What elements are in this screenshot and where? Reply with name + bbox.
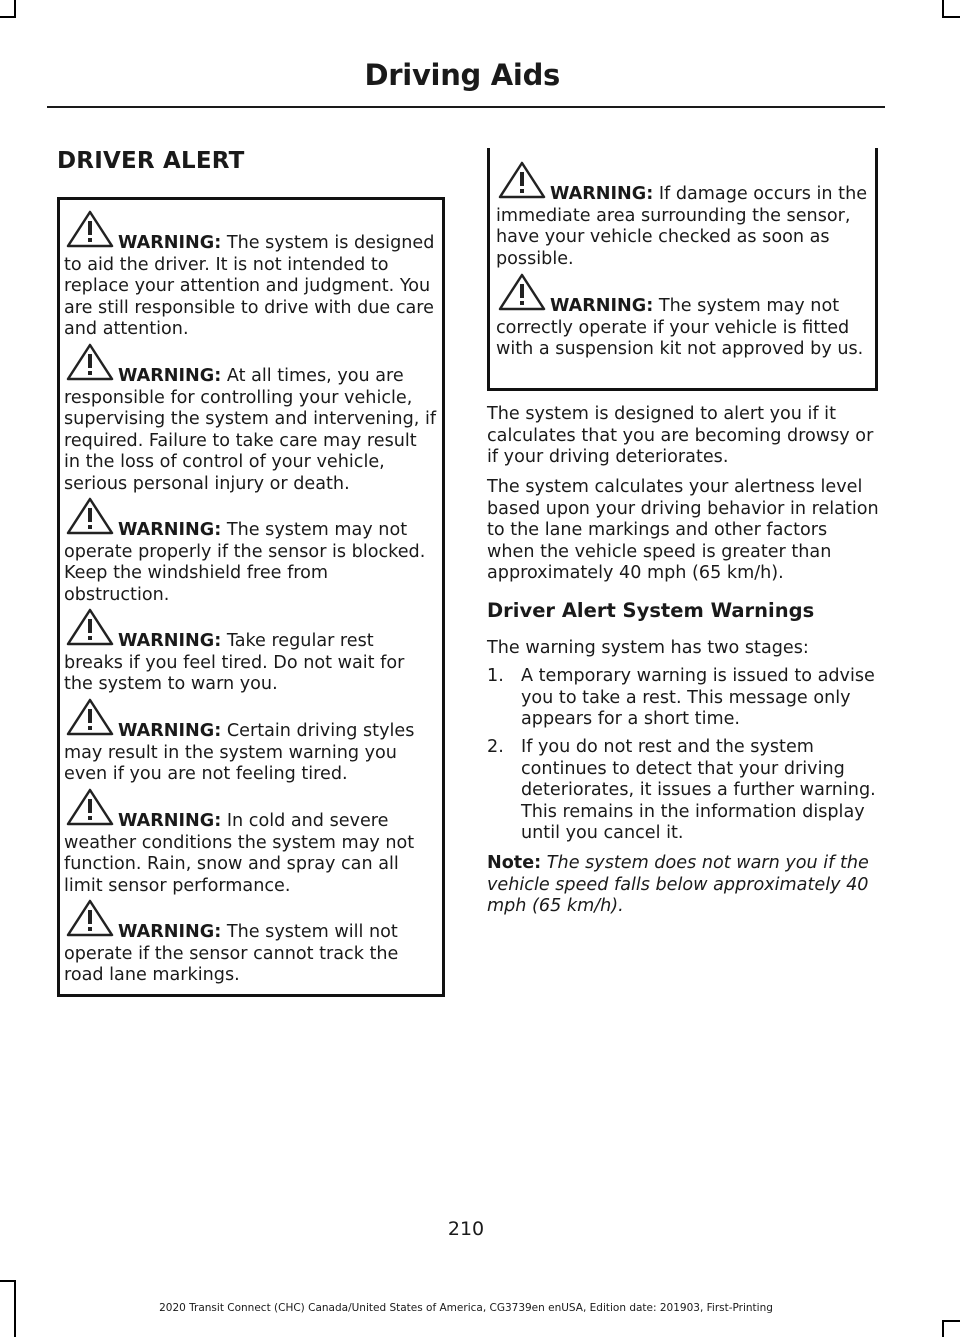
note-text: The system does not warn you if the vehicle speed falls below approximately 40 mph (65 km/h). (487, 853, 869, 916)
warning-label: WARNING: (118, 366, 222, 386)
intro-text (487, 638, 880, 660)
page-number: 210 (447, 1218, 485, 1240)
page-header-title: Driving Aids (364, 58, 560, 92)
crop-mark (0, 16, 16, 18)
warning-label: WARNING: (118, 631, 222, 651)
warning-text: In cold and severe weather conditions the system may not function. Rain, snow and spray can all limit sensor performance. (64, 811, 415, 896)
warning-item (496, 184, 870, 270)
warning-triangle-icon (64, 787, 116, 827)
warning-triangle-icon (64, 697, 116, 737)
list-number: 1. (487, 666, 504, 686)
page-footer: 2020 Transit Connect (CHC) Canada/United States of America, CG3739en enUSA, Edition date: 201903, First-Printing (159, 1302, 773, 1314)
warning-label: WARNING: (118, 922, 222, 942)
warning-text: The system may not operate properly if the sensor is blocked. Keep the windshield free from obstruction. (64, 520, 426, 605)
section-title: DRIVER ALERT (57, 148, 245, 174)
warning-text: The system is designed to aid the driver. It is not intended to replace your attention and judgment. You are still responsible to drive with due care and attention. (64, 233, 435, 339)
list-item (487, 666, 880, 731)
warning-triangle-icon (64, 607, 116, 647)
warning-text: At all times, you are responsible for controlling your vehicle, supervising the system and intervening, if required. Failure to take care may result in the loss of control of your vehicle, serious personal injury or death. (64, 366, 437, 494)
warning-text: Take regular rest breaks if you feel tired. Do not wait for the system to warn you. (64, 631, 405, 694)
warning-item (64, 922, 438, 987)
warning-item (64, 631, 438, 696)
warning-item (496, 296, 870, 361)
warning-text: The system may not correctly operate if your vehicle is fitted with a suspension kit not approved by us. (496, 296, 864, 359)
warning-text: If damage occurs in the immediate area surrounding the sensor, have your vehicle checked as soon as possible. (496, 184, 868, 269)
body-paragraph (487, 404, 880, 469)
note (487, 853, 880, 918)
warning-item (64, 721, 438, 786)
crop-mark (0, 1280, 16, 1282)
warning-triangle-icon (64, 898, 116, 938)
subsection-title: Driver Alert System Warnings (487, 599, 815, 622)
note-label: Note: (487, 853, 542, 873)
crop-mark (942, 16, 960, 18)
warning-label: WARNING: (550, 296, 654, 316)
list-text: If you do not rest and the system continues to detect that your driving deteriorates, it issues a further warning. This remains in the information display until you cancel it. (521, 737, 876, 843)
list-text: A temporary warning is issued to advise you to take a rest. This message only appears for a short time. (521, 666, 875, 729)
list-item (487, 737, 880, 845)
warning-item (64, 366, 438, 495)
header-divider (47, 106, 885, 108)
warning-text: Certain driving styles may result in the system warning you even if you are not feeling tired. (64, 721, 415, 784)
crop-mark (942, 1320, 944, 1337)
paragraph-text: The system is designed to alert you if it calculates that you are becoming drowsy or if your driving deteriorates. (487, 404, 874, 467)
warning-triangle-icon (64, 496, 116, 536)
warning-item (64, 811, 438, 897)
warning-label: WARNING: (550, 184, 654, 204)
paragraph-text: The system calculates your alertness level based upon your driving behavior in relation to the lane markings and other factors when the vehicle speed is greater than approximately 40 mph (65 km/h). (487, 477, 879, 583)
warning-triangle-icon (64, 209, 116, 249)
warning-item (64, 520, 438, 606)
crop-mark (942, 1320, 960, 1322)
warning-label: WARNING: (118, 520, 222, 540)
list-number: 2. (487, 737, 504, 757)
body-paragraph (487, 477, 880, 585)
warning-triangle-icon (64, 342, 116, 382)
paragraph-text: The warning system has two stages: (487, 638, 809, 658)
warning-item (64, 233, 438, 341)
warning-text: The system will not operate if the sensor cannot track the road lane markings. (64, 922, 399, 985)
warning-triangle-icon (496, 160, 548, 200)
warning-label: WARNING: (118, 811, 222, 831)
warning-triangle-icon (496, 272, 548, 312)
warning-label: WARNING: (118, 233, 222, 253)
warning-label: WARNING: (118, 721, 222, 741)
